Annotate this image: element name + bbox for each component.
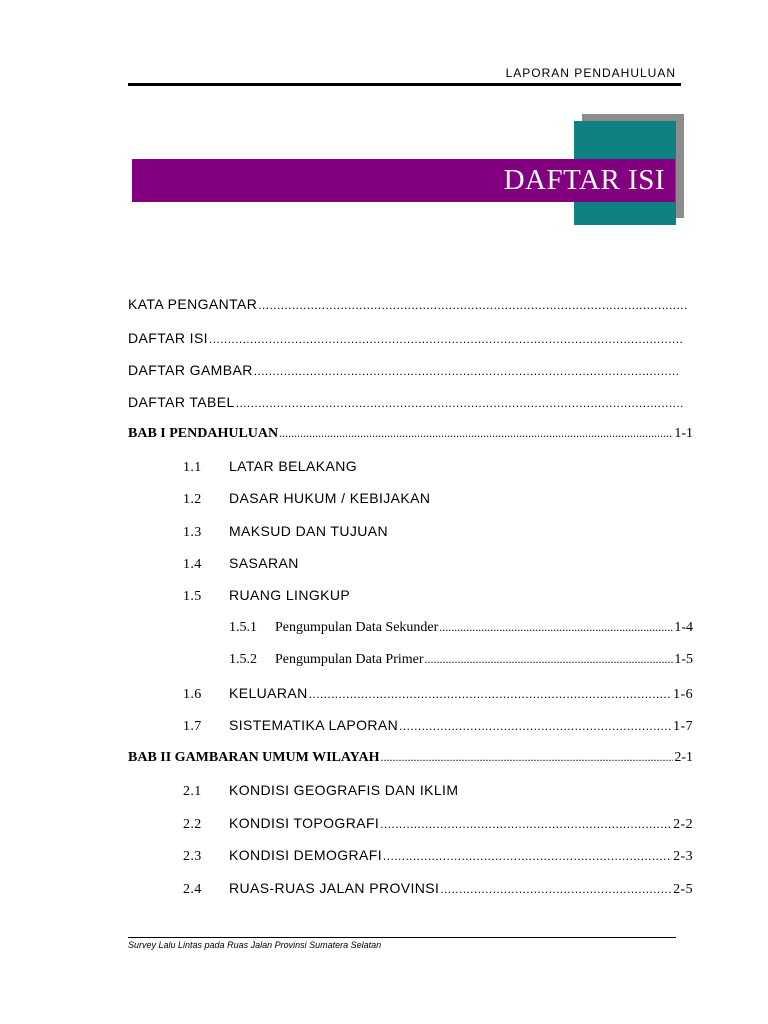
toc-subsection[interactable] [229,652,693,670]
toc-section-label: KONDISI DEMOGRAFI [229,847,383,863]
toc-page-number: 2-2 [673,817,693,832]
toc-leader-dots [279,426,673,441]
toc-section-label: KONDISI GEOGRAFIS DAN IKLIM [229,782,459,798]
toc-section-number: 1.2 [183,492,202,507]
toc-section-number: 1.7 [183,719,202,734]
toc-chapter-label: BAB I PENDAHULUAN [128,426,279,441]
toc-section-number: 1.1 [183,460,202,475]
toc-section-number: 2.1 [183,784,202,799]
toc-leader-dots [258,298,687,312]
toc-leader-dots [439,620,673,635]
toc-section[interactable] [183,815,693,833]
toc-page-number: 1-5 [674,652,693,667]
toc-section-number: 2.4 [183,882,202,897]
banner [132,159,675,202]
toc-section-label: SISTEMATIKA LAPORAN [229,717,399,733]
toc-section[interactable] [183,523,388,541]
page-header-title: LAPORAN PENDAHULUAN [505,66,676,80]
toc-leader-dots [254,364,679,378]
toc-section[interactable] [183,587,350,605]
toc-leader-dots [380,817,672,831]
toc-entry[interactable] [128,296,688,314]
toc-section-label: RUAS-RUAS JALAN PROVINSI [229,880,440,896]
toc-page-number: 2-3 [673,849,693,864]
toc-section[interactable] [183,685,693,703]
toc-leader-dots [425,652,674,667]
toc-section[interactable] [183,717,693,735]
footer-rule [128,937,676,938]
toc-section[interactable] [183,490,430,508]
toc-page-number: 2-1 [674,750,693,765]
toc-entry[interactable] [128,394,685,412]
toc-leader-dots [381,750,674,765]
toc-chapter[interactable] [128,750,693,768]
toc-leader-dots [399,719,672,733]
footer-text: Survey Lalu Lintas pada Ruas Jalan Provinsi Sumatera Selatan [128,940,382,950]
toc-section[interactable] [183,880,693,898]
toc-subsection[interactable] [229,620,693,638]
toc-section-label: KELUARAN [229,685,308,701]
toc-entry-label: DAFTAR TABEL [128,394,235,410]
toc-page-number: 1-1 [674,426,693,441]
toc-section-number: 2.2 [183,817,202,832]
toc-leader-dots [383,849,672,863]
toc-entry[interactable] [128,362,680,380]
toc-page-number: 1-6 [673,687,693,702]
toc-section-label: LATAR BELAKANG [229,458,358,474]
toc-section-number: 1.6 [183,687,202,702]
toc-leader-dots [209,332,683,346]
toc-section-number: 2.3 [183,849,202,864]
toc-leader-dots [309,687,672,701]
toc-subsection-number: 1.5.2 [229,652,257,667]
toc-section[interactable] [183,458,357,476]
toc-leader-dots [236,396,684,410]
toc-page-number: 2-5 [673,882,693,897]
toc-section[interactable] [183,782,458,800]
toc-entry[interactable] [128,330,684,348]
toc-page-number: 1-7 [673,719,693,734]
toc-section-label: RUANG LINGKUP [229,587,351,603]
toc-section-label: KONDISI TOPOGRAFI [229,815,380,831]
toc-entry-label: DAFTAR GAMBAR [128,362,253,378]
toc-section-number: 1.5 [183,589,202,604]
toc-section-number: 1.3 [183,525,202,540]
toc-chapter[interactable] [128,426,693,444]
header-rule [128,83,681,86]
toc-section-number: 1.4 [183,557,202,572]
toc-section-label: SASARAN [229,555,299,571]
toc-section[interactable] [183,555,299,573]
toc-subsection-number: 1.5.1 [229,620,257,635]
toc-entry-label: KATA PENGANTAR [128,296,258,312]
toc-chapter-label: BAB II GAMBARAN UMUM WILAYAH [128,750,380,765]
toc-section[interactable] [183,847,693,865]
toc-subsection-label: Pengumpulan Data Sekunder [275,620,439,635]
toc-subsection-label: Pengumpulan Data Primer [275,652,424,667]
toc-page-number: 1-4 [674,620,693,635]
banner-title: DAFTAR ISI [503,164,665,196]
toc-leader-dots [440,882,672,896]
toc-entry-label: DAFTAR ISI [128,330,208,346]
toc-section-label: DASAR HUKUM / KEBIJAKAN [229,490,431,506]
toc-section-label: MAKSUD DAN TUJUAN [229,523,389,539]
